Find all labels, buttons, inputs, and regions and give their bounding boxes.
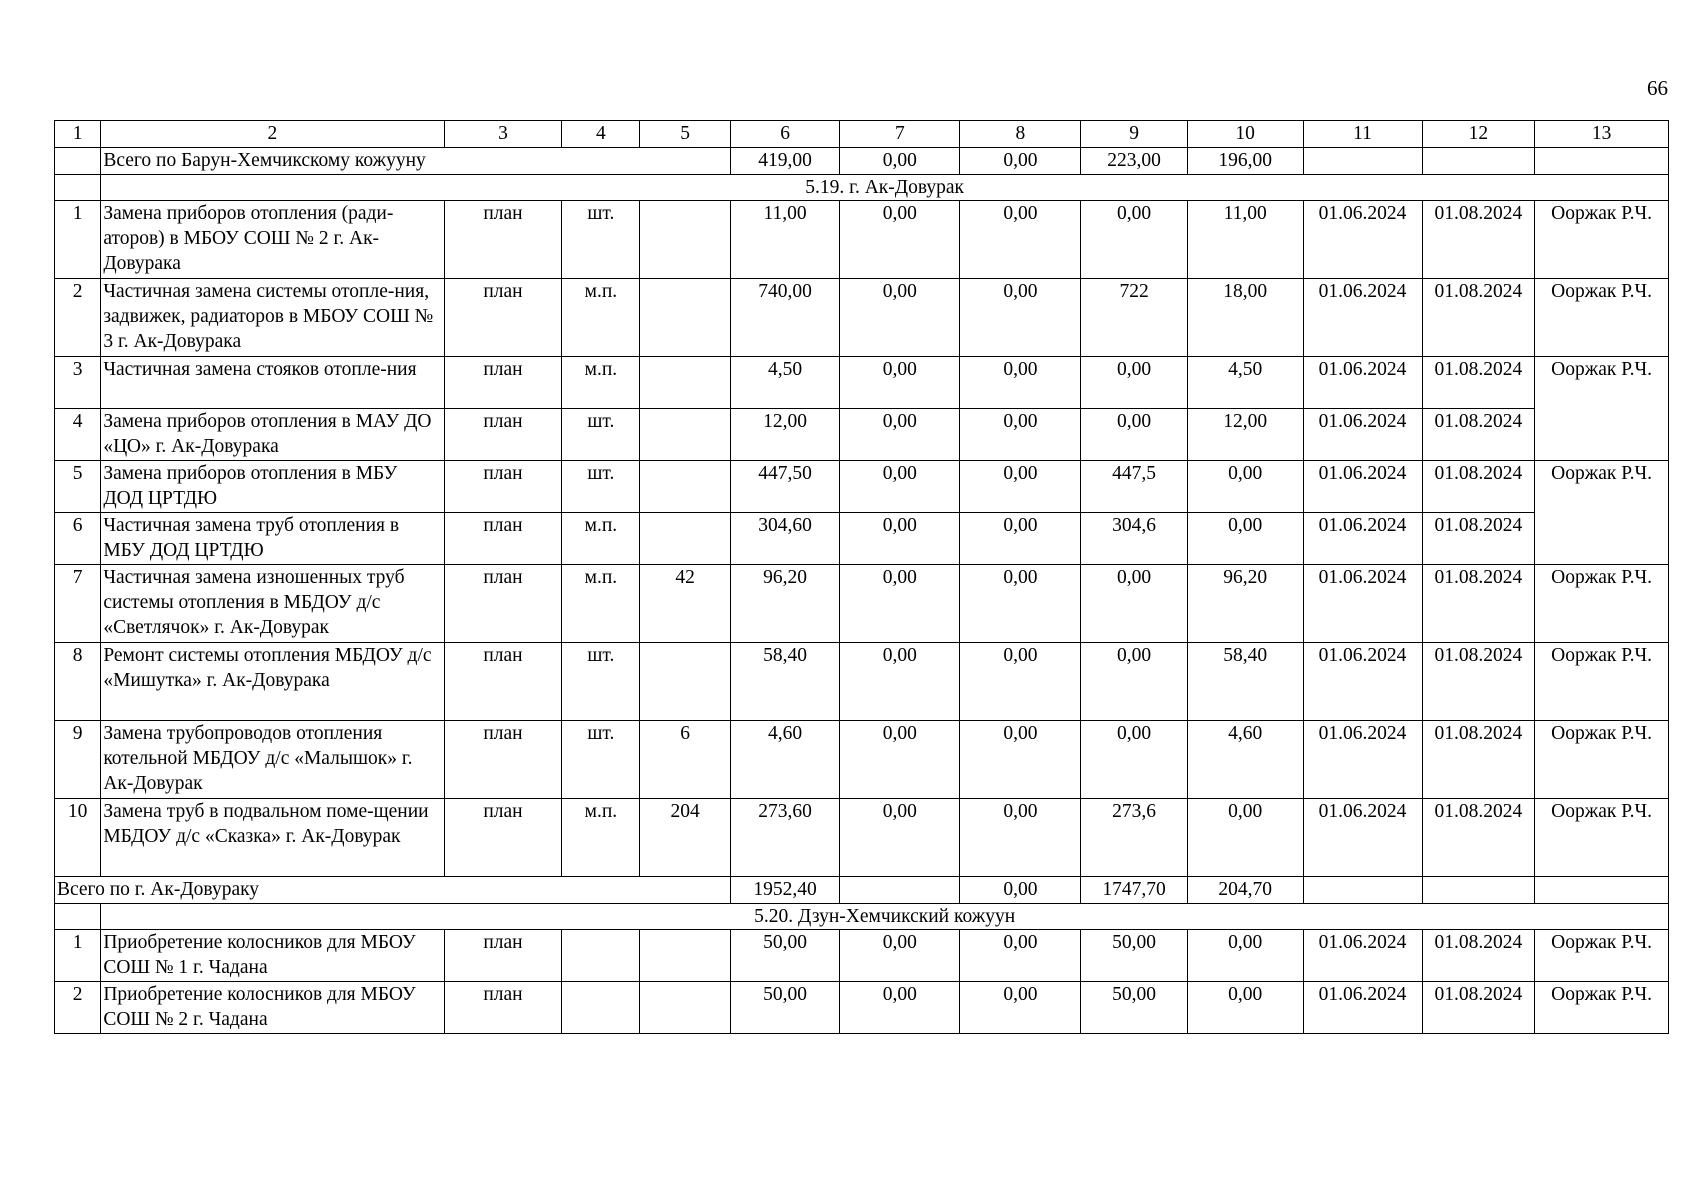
table-cell: 3 — [55, 357, 101, 409]
table-cell: 01.08.2024 — [1422, 409, 1535, 461]
table-cell: 01.06.2024 — [1303, 565, 1422, 643]
table-cell: Ооржак Р.Ч. — [1535, 357, 1669, 461]
table-row — [55, 357, 1669, 409]
table-cell: 0,00 — [960, 357, 1081, 409]
table-cell: 01.08.2024 — [1422, 721, 1535, 799]
work-name-cell: Приобретение колосников для МБОУ СОШ № 1 г. Чадана — [101, 930, 444, 982]
work-name-cell: Замена приборов отопления в МАУ ДО «ЦО» г. Ак-Довурака — [101, 409, 444, 461]
table-cell: 0,00 — [840, 279, 960, 357]
total-cell: 1747,70 — [1081, 877, 1187, 904]
table-cell: 0,00 — [840, 461, 960, 513]
table-cell: 0,00 — [1187, 799, 1303, 877]
column-number: 4 — [562, 121, 640, 148]
table-cell: Ооржак Р.Ч. — [1535, 982, 1669, 1034]
table-cell: 0,00 — [1187, 513, 1303, 565]
table-cell: Ооржак Р.Ч. — [1535, 721, 1669, 799]
table-cell: Ооржак Р.Ч. — [1535, 643, 1669, 721]
table-row — [55, 643, 1669, 721]
total-label: Всего по г. Ак-Довураку — [55, 877, 731, 904]
column-number: 8 — [960, 121, 1081, 148]
table-row — [55, 721, 1669, 799]
table-cell — [562, 930, 640, 982]
table-cell: 273,60 — [730, 799, 839, 877]
table-cell: 01.06.2024 — [1303, 721, 1422, 799]
table-cell — [640, 461, 731, 513]
column-number: 12 — [1422, 121, 1535, 148]
table-cell — [640, 643, 731, 721]
table-cell: план — [444, 513, 562, 565]
column-number-row — [55, 121, 1669, 148]
table-cell — [640, 513, 731, 565]
table-cell — [562, 982, 640, 1034]
table-body — [55, 121, 1669, 1034]
table-cell: план — [444, 643, 562, 721]
total-cell — [840, 877, 960, 904]
table-cell: 0,00 — [840, 982, 960, 1034]
table-cell: план — [444, 565, 562, 643]
table-cell: 01.06.2024 — [1303, 409, 1422, 461]
table-cell: Ооржак Р.Ч. — [1535, 799, 1669, 877]
table-cell: план — [444, 201, 562, 279]
table-cell: шт. — [562, 409, 640, 461]
table-cell — [640, 409, 731, 461]
table-cell: 50,00 — [730, 930, 839, 982]
column-number: 1 — [55, 121, 101, 148]
table-cell: план — [444, 982, 562, 1034]
page-number: 66 — [1647, 76, 1668, 100]
total-cell: 0,00 — [960, 877, 1081, 904]
total-cell: 196,00 — [1187, 148, 1303, 175]
table-cell: план — [444, 357, 562, 409]
table-cell: 447,50 — [730, 461, 839, 513]
column-number: 10 — [1187, 121, 1303, 148]
table-cell — [640, 357, 731, 409]
table-row — [55, 201, 1669, 279]
section-heading-row — [55, 904, 1669, 930]
table-cell: 10 — [55, 799, 101, 877]
table-cell: 11,00 — [1187, 201, 1303, 279]
total-label: Всего по Барун-Хемчикскому кожууну — [101, 148, 731, 175]
table-cell: 0,00 — [1081, 201, 1187, 279]
table-cell: 01.06.2024 — [1303, 357, 1422, 409]
barun-total-row — [55, 148, 1669, 175]
table-cell: 0,00 — [840, 643, 960, 721]
table-cell: 0,00 — [960, 982, 1081, 1034]
table-cell: 01.06.2024 — [1303, 643, 1422, 721]
table-cell: 50,00 — [1081, 930, 1187, 982]
table-cell: 0,00 — [1187, 461, 1303, 513]
table-cell: 4,50 — [730, 357, 839, 409]
table-cell: план — [444, 930, 562, 982]
table-cell: план — [444, 279, 562, 357]
table-cell: 0,00 — [1187, 930, 1303, 982]
table-cell — [640, 279, 731, 357]
table-cell: шт. — [562, 461, 640, 513]
table-cell: 01.06.2024 — [1303, 279, 1422, 357]
table-cell: 11,00 — [730, 201, 839, 279]
column-number: 6 — [730, 121, 839, 148]
table-cell: м.п. — [562, 799, 640, 877]
table-cell: 0,00 — [840, 513, 960, 565]
table-cell: план — [444, 799, 562, 877]
table-cell: 01.08.2024 — [1422, 461, 1535, 513]
table-cell: Ооржак Р.Ч. — [1535, 461, 1669, 565]
table-cell: 0,00 — [840, 799, 960, 877]
table-cell: 0,00 — [1081, 357, 1187, 409]
table-cell: м.п. — [562, 565, 640, 643]
works-table — [54, 120, 1669, 1034]
table-cell: 01.08.2024 — [1422, 513, 1535, 565]
table-cell: 96,20 — [730, 565, 839, 643]
table-cell: 01.08.2024 — [1422, 201, 1535, 279]
table-cell: 4,60 — [730, 721, 839, 799]
table-cell: 0,00 — [840, 930, 960, 982]
table-cell: 1 — [55, 201, 101, 279]
section-heading: 5.19. г. Ак-Довурак — [101, 175, 1669, 201]
work-name-cell: Замена труб в подвальном поме-щении МБДОУ д/с «Сказка» г. Ак-Довурак — [101, 799, 444, 877]
table-cell: 01.08.2024 — [1422, 357, 1535, 409]
table-cell — [640, 982, 731, 1034]
column-number: 9 — [1081, 121, 1187, 148]
table-row — [55, 279, 1669, 357]
section-heading-row — [55, 175, 1669, 201]
table-cell — [640, 930, 731, 982]
table-cell: 18,00 — [1187, 279, 1303, 357]
table-cell: 304,6 — [1081, 513, 1187, 565]
work-name-cell: Замена трубопроводов отопления котельной МБДОУ д/с «Малышок» г. Ак-Довурак — [101, 721, 444, 799]
total-cell: 0,00 — [840, 148, 960, 175]
table-row — [55, 409, 1669, 461]
table-cell: 0,00 — [840, 201, 960, 279]
table-cell: 50,00 — [730, 982, 839, 1034]
table-cell: 2 — [55, 982, 101, 1034]
table-cell: 0,00 — [960, 513, 1081, 565]
table-cell: 0,00 — [960, 799, 1081, 877]
table-cell: 12,00 — [730, 409, 839, 461]
table-cell: 01.08.2024 — [1422, 930, 1535, 982]
table-cell: 01.08.2024 — [1422, 643, 1535, 721]
table-cell: 2 — [55, 279, 101, 357]
table-row — [55, 565, 1669, 643]
table-cell: 447,5 — [1081, 461, 1187, 513]
table-cell: 5 — [55, 461, 101, 513]
table-cell: 0,00 — [960, 201, 1081, 279]
section-heading: 5.20. Дзун-Хемчикский кожуун — [101, 904, 1669, 930]
table-cell: 01.08.2024 — [1422, 982, 1535, 1034]
table-cell: 0,00 — [1081, 409, 1187, 461]
table-cell: 0,00 — [1081, 643, 1187, 721]
table-cell: 304,60 — [730, 513, 839, 565]
table-cell: 01.06.2024 — [1303, 799, 1422, 877]
work-name-cell: Частичная замена системы отопле-ния, задвижек, радиаторов в МБОУ СОШ № 3 г. Ак-Довурака — [101, 279, 444, 357]
table-cell: Ооржак Р.Ч. — [1535, 279, 1669, 357]
table-cell: 204 — [640, 799, 731, 877]
table-cell: 01.06.2024 — [1303, 201, 1422, 279]
table-cell: 9 — [55, 721, 101, 799]
table-cell: 4 — [55, 409, 101, 461]
table-cell: 8 — [55, 643, 101, 721]
table-cell: 1 — [55, 930, 101, 982]
table-cell: 01.06.2024 — [1303, 982, 1422, 1034]
table-cell: 740,00 — [730, 279, 839, 357]
work-name-cell: Ремонт системы отопления МБДОУ д/с «Мишутка» г. Ак-Довурака — [101, 643, 444, 721]
table-cell: 0,00 — [840, 565, 960, 643]
table-cell: м.п. — [562, 279, 640, 357]
table-cell: 0,00 — [1081, 565, 1187, 643]
table-cell: Ооржак Р.Ч. — [1535, 565, 1669, 643]
table-cell: 0,00 — [960, 643, 1081, 721]
table-cell: 4,50 — [1187, 357, 1303, 409]
table-cell: 0,00 — [840, 357, 960, 409]
table-cell: 0,00 — [840, 409, 960, 461]
table-cell: 01.08.2024 — [1422, 279, 1535, 357]
table-cell: 7 — [55, 565, 101, 643]
table-cell: шт. — [562, 201, 640, 279]
table-cell: шт. — [562, 721, 640, 799]
table-cell: м.п. — [562, 357, 640, 409]
column-number: 13 — [1535, 121, 1669, 148]
total-cell: 419,00 — [730, 148, 839, 175]
table-cell: 6 — [55, 513, 101, 565]
table-cell: 58,40 — [1187, 643, 1303, 721]
column-number: 3 — [444, 121, 562, 148]
table-cell: 4,60 — [1187, 721, 1303, 799]
table-cell: 6 — [640, 721, 731, 799]
table-cell: 01.08.2024 — [1422, 565, 1535, 643]
table-cell: 96,20 — [1187, 565, 1303, 643]
table-cell — [640, 201, 731, 279]
table-cell: шт. — [562, 643, 640, 721]
column-number: 11 — [1303, 121, 1422, 148]
table-cell: 01.06.2024 — [1303, 513, 1422, 565]
table-row — [55, 461, 1669, 513]
table-cell: 273,6 — [1081, 799, 1187, 877]
table-cell: 0,00 — [960, 409, 1081, 461]
table-cell: 0,00 — [840, 721, 960, 799]
column-number: 7 — [840, 121, 960, 148]
ak-total-row — [55, 877, 1669, 904]
table-cell: 722 — [1081, 279, 1187, 357]
table-cell: план — [444, 409, 562, 461]
table-cell: 0,00 — [1081, 721, 1187, 799]
table-cell: 58,40 — [730, 643, 839, 721]
table-cell: Ооржак Р.Ч. — [1535, 930, 1669, 982]
column-number: 5 — [640, 121, 731, 148]
table-cell: 01.06.2024 — [1303, 461, 1422, 513]
total-cell: 204,70 — [1187, 877, 1303, 904]
table-row — [55, 799, 1669, 877]
table-cell: 0,00 — [960, 565, 1081, 643]
table-cell: 01.06.2024 — [1303, 930, 1422, 982]
table-cell: 0,00 — [960, 721, 1081, 799]
table-cell: 0,00 — [960, 930, 1081, 982]
table-cell: 0,00 — [960, 279, 1081, 357]
table-cell: 42 — [640, 565, 731, 643]
table-row — [55, 982, 1669, 1034]
work-name-cell: Приобретение колосников для МБОУ СОШ № 2 г. Чадана — [101, 982, 444, 1034]
table-cell: 0,00 — [1187, 982, 1303, 1034]
table-cell: план — [444, 721, 562, 799]
total-cell: 0,00 — [960, 148, 1081, 175]
work-name-cell: Частичная замена изношенных труб системы отопления в МБДОУ д/с «Светлячок» г. Ак-Довурак — [101, 565, 444, 643]
work-name-cell: Частичная замена труб отопления в МБУ ДОД ЦРТДЮ — [101, 513, 444, 565]
table-cell: м.п. — [562, 513, 640, 565]
work-name-cell: Замена приборов отопления в МБУ ДОД ЦРТДЮ — [101, 461, 444, 513]
column-number: 2 — [101, 121, 444, 148]
table-cell: 01.08.2024 — [1422, 799, 1535, 877]
table-cell: 0,00 — [960, 461, 1081, 513]
work-name-cell: Замена приборов отопления (ради-аторов) в МБОУ СОШ № 2 г. Ак-Довурака — [101, 201, 444, 279]
table-cell: план — [444, 461, 562, 513]
table-row — [55, 513, 1669, 565]
table-cell: Ооржак Р.Ч. — [1535, 201, 1669, 279]
table-row — [55, 930, 1669, 982]
total-cell: 1952,40 — [730, 877, 839, 904]
total-cell: 223,00 — [1081, 148, 1187, 175]
work-name-cell: Частичная замена стояков отопле-ния — [101, 357, 444, 409]
table-cell: 12,00 — [1187, 409, 1303, 461]
table-cell: 50,00 — [1081, 982, 1187, 1034]
